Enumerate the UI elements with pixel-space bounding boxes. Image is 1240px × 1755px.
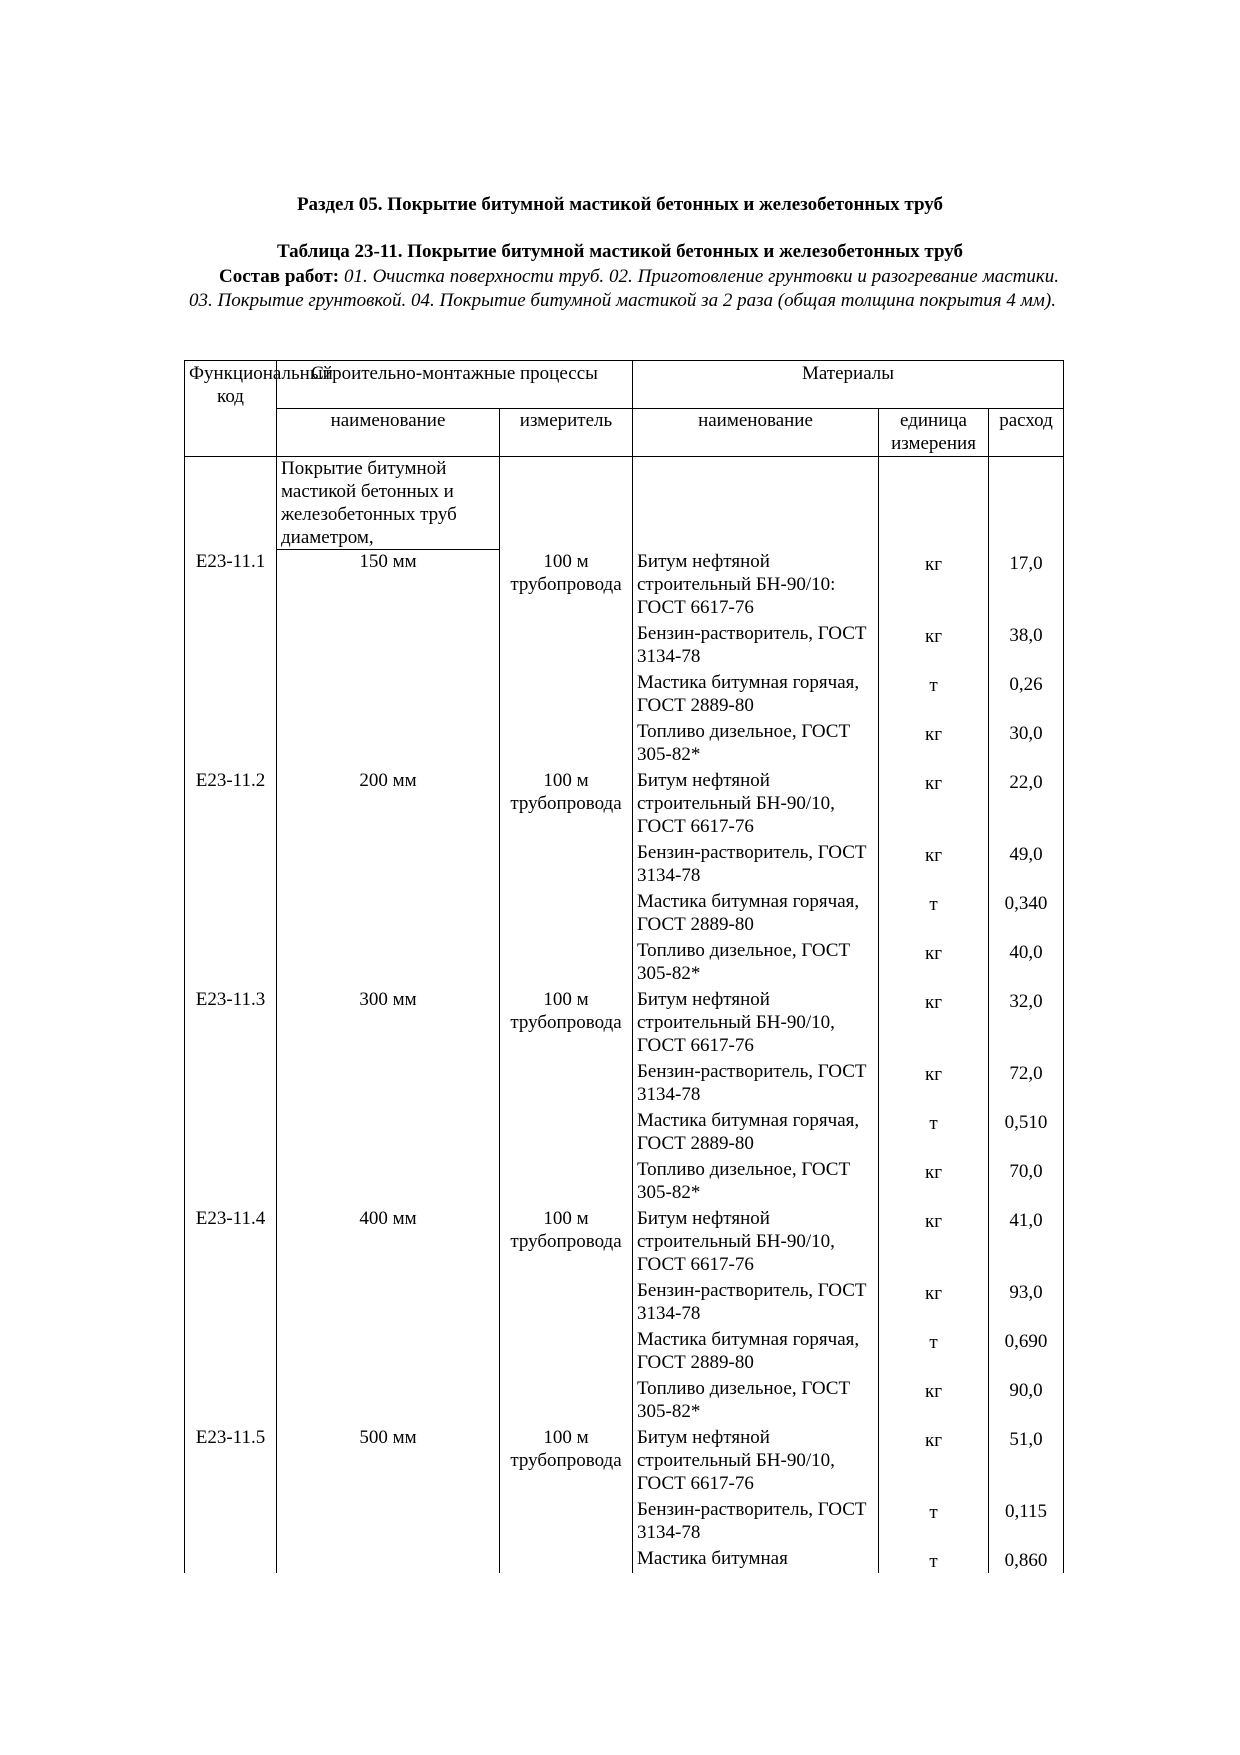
material-qty: 0,510 <box>989 1109 1064 1158</box>
material-unit: кг <box>879 769 989 841</box>
table-row <box>185 939 1064 988</box>
row-code: Е23-11.4 <box>185 1207 277 1279</box>
material-unit: кг <box>879 841 989 890</box>
row-process-empty <box>277 720 500 769</box>
material-qty: 38,0 <box>989 622 1064 671</box>
material-unit: кг <box>879 550 989 622</box>
row-meter-empty <box>500 1547 633 1573</box>
table-row <box>185 671 1064 720</box>
row-meter: 100 м трубопровода <box>500 769 633 841</box>
table-body <box>185 457 1064 1573</box>
material-qty: 0,340 <box>989 890 1064 939</box>
material-name: Бензин-растворитель, ГОСТ 3134-78 <box>633 1060 879 1109</box>
material-name: Битум нефтяной строительный БН-90/10, ГОСТ 6617-76 <box>633 1426 879 1498</box>
material-name: Битум нефтяной строительный БН-90/10, ГОСТ 6617-76 <box>633 1207 879 1279</box>
row-meter-empty <box>500 720 633 769</box>
table-row <box>185 1207 1064 1279</box>
material-unit: кг <box>879 720 989 769</box>
row-process-empty <box>277 1547 500 1573</box>
material-name: Мастика битумная <box>633 1547 879 1573</box>
header-meter: измеритель <box>500 409 633 457</box>
material-qty: 41,0 <box>989 1207 1064 1279</box>
table-row <box>185 720 1064 769</box>
table-title: Таблица 23-11. Покрытие битумной мастикой бетонных и железобетонных труб <box>276 241 964 262</box>
row-code-empty <box>185 890 277 939</box>
row-process-empty <box>277 622 500 671</box>
header-qty: расход <box>989 409 1064 457</box>
row-meter-empty <box>500 622 633 671</box>
row-process-empty <box>277 1109 500 1158</box>
header-materials: Материалы <box>633 361 1064 409</box>
material-name: Битум нефтяной строительный БН-90/10: ГОСТ 6617-76 <box>633 550 879 622</box>
material-name: Мастика битумная горячая, ГОСТ 2889-80 <box>633 1328 879 1377</box>
material-qty: 0,860 <box>989 1547 1064 1573</box>
material-unit: кг <box>879 1279 989 1328</box>
material-unit: т <box>879 1547 989 1573</box>
composition-label: Состав работ: <box>219 266 340 287</box>
group-title: Покрытие битумной мастикой бетонных и железобетонных труб диаметром, <box>277 457 500 550</box>
row-process-empty <box>277 1279 500 1328</box>
material-name: Битум нефтяной строительный БН-90/10, ГОСТ 6617-76 <box>633 769 879 841</box>
row-code-empty <box>185 1377 277 1426</box>
row-process-empty <box>277 671 500 720</box>
material-unit: т <box>879 890 989 939</box>
row-meter-empty <box>500 1158 633 1207</box>
row-code-empty <box>185 1498 277 1547</box>
row-code-empty <box>185 1328 277 1377</box>
material-name: Мастика битумная горячая, ГОСТ 2889-80 <box>633 890 879 939</box>
material-unit: т <box>879 671 989 720</box>
header-process-name: наименование <box>277 409 500 457</box>
row-meter-empty <box>500 1109 633 1158</box>
row-code: Е23-11.5 <box>185 1426 277 1498</box>
table-row <box>185 769 1064 841</box>
material-name: Мастика битумная горячая, ГОСТ 2889-80 <box>633 1109 879 1158</box>
material-unit: кг <box>879 1060 989 1109</box>
table-row <box>185 1279 1064 1328</box>
material-qty: 22,0 <box>989 769 1064 841</box>
row-process-name: 500 мм <box>277 1426 500 1498</box>
material-qty: 32,0 <box>989 988 1064 1060</box>
header-code: Функциональный код <box>185 361 277 457</box>
header-unit: единица измерения <box>879 409 989 457</box>
composition-text: 01. Очистка поверхности труб. 02. Приготовление грунтовки и разогревание мастики. 03. Покрытие грунтовкой. 04. Покрытие битумной мастикой за 2 раза (общая толщина покрытия 4 мм). <box>189 266 1060 311</box>
row-code-empty <box>185 841 277 890</box>
table-row <box>185 1498 1064 1547</box>
material-unit: кг <box>879 1377 989 1426</box>
row-process-empty <box>277 1158 500 1207</box>
row-meter-empty <box>500 1498 633 1547</box>
material-qty: 0,115 <box>989 1498 1064 1547</box>
row-process-empty <box>277 890 500 939</box>
table-row <box>185 890 1064 939</box>
material-qty: 93,0 <box>989 1279 1064 1328</box>
row-process-empty <box>277 1060 500 1109</box>
row-code-empty <box>185 1060 277 1109</box>
table-row <box>185 988 1064 1060</box>
row-code-empty <box>185 1547 277 1573</box>
table-row <box>185 1158 1064 1207</box>
material-name: Бензин-растворитель, ГОСТ 3134-78 <box>633 841 879 890</box>
row-code: Е23-11.1 <box>185 550 277 622</box>
material-unit: кг <box>879 622 989 671</box>
row-meter-empty <box>500 890 633 939</box>
header-material-name: наименование <box>633 409 879 457</box>
row-meter-empty <box>500 841 633 890</box>
table-row <box>185 1547 1064 1573</box>
material-name: Топливо дизельное, ГОСТ 305-82* <box>633 1158 879 1207</box>
material-qty: 70,0 <box>989 1158 1064 1207</box>
table-row <box>185 1377 1064 1426</box>
row-code-empty <box>185 720 277 769</box>
material-qty: 0,690 <box>989 1328 1064 1377</box>
row-meter-empty <box>500 671 633 720</box>
row-meter-empty <box>500 939 633 988</box>
material-unit: кг <box>879 1158 989 1207</box>
material-name: Бензин-растворитель, ГОСТ 3134-78 <box>633 622 879 671</box>
material-qty: 30,0 <box>989 720 1064 769</box>
material-name: Топливо дизельное, ГОСТ 305-82* <box>633 1377 879 1426</box>
row-process-name: 150 мм <box>277 550 500 622</box>
section-heading: Раздел 05. Покрытие битумной мастикой бетонных и железобетонных труб <box>296 194 944 215</box>
material-unit: кг <box>879 1207 989 1279</box>
material-unit: т <box>879 1109 989 1158</box>
table-row <box>185 1328 1064 1377</box>
row-meter-empty <box>500 1060 633 1109</box>
table-row <box>185 1426 1064 1498</box>
header-processes: Строительно-монтажные процессы <box>277 361 633 409</box>
row-meter-empty <box>500 1328 633 1377</box>
material-qty: 90,0 <box>989 1377 1064 1426</box>
table-row <box>185 1060 1064 1109</box>
row-code-empty <box>185 1158 277 1207</box>
row-code-empty <box>185 1279 277 1328</box>
row-process-name: 200 мм <box>277 769 500 841</box>
material-unit: кг <box>879 1426 989 1498</box>
material-unit: кг <box>879 939 989 988</box>
row-process-name: 300 мм <box>277 988 500 1060</box>
material-unit: кг <box>879 988 989 1060</box>
row-process-empty <box>277 841 500 890</box>
row-meter: 100 м трубопровода <box>500 1207 633 1279</box>
material-name: Битум нефтяной строительный БН-90/10, ГОСТ 6617-76 <box>633 988 879 1060</box>
material-unit: т <box>879 1498 989 1547</box>
row-process-name: 400 мм <box>277 1207 500 1279</box>
row-code-empty <box>185 1109 277 1158</box>
material-unit: т <box>879 1328 989 1377</box>
material-qty: 72,0 <box>989 1060 1064 1109</box>
row-process-empty <box>277 1377 500 1426</box>
row-meter-empty <box>500 1377 633 1426</box>
material-name: Бензин-растворитель, ГОСТ 3134-78 <box>633 1498 879 1547</box>
material-name: Бензин-растворитель, ГОСТ 3134-78 <box>633 1279 879 1328</box>
material-qty: 51,0 <box>989 1426 1064 1498</box>
norms-table <box>184 360 1064 1573</box>
group-header-row <box>185 457 1064 550</box>
row-code-empty <box>185 939 277 988</box>
row-process-empty <box>277 939 500 988</box>
row-code-empty <box>185 671 277 720</box>
material-name: Мастика битумная горячая, ГОСТ 2889-80 <box>633 671 879 720</box>
table-row <box>185 1109 1064 1158</box>
table-row <box>185 622 1064 671</box>
material-name: Топливо дизельное, ГОСТ 305-82* <box>633 720 879 769</box>
material-name: Топливо дизельное, ГОСТ 305-82* <box>633 939 879 988</box>
row-meter: 100 м трубопровода <box>500 550 633 622</box>
material-qty: 40,0 <box>989 939 1064 988</box>
row-code: Е23-11.2 <box>185 769 277 841</box>
row-meter: 100 м трубопровода <box>500 988 633 1060</box>
row-meter-empty <box>500 1279 633 1328</box>
work-composition <box>189 265 1059 313</box>
table-row <box>185 841 1064 890</box>
table-row <box>185 550 1064 622</box>
row-meter: 100 м трубопровода <box>500 1426 633 1498</box>
row-process-empty <box>277 1328 500 1377</box>
row-code-empty <box>185 622 277 671</box>
material-qty: 17,0 <box>989 550 1064 622</box>
material-qty: 49,0 <box>989 841 1064 890</box>
material-qty: 0,26 <box>989 671 1064 720</box>
row-process-empty <box>277 1498 500 1547</box>
row-code: Е23-11.3 <box>185 988 277 1060</box>
